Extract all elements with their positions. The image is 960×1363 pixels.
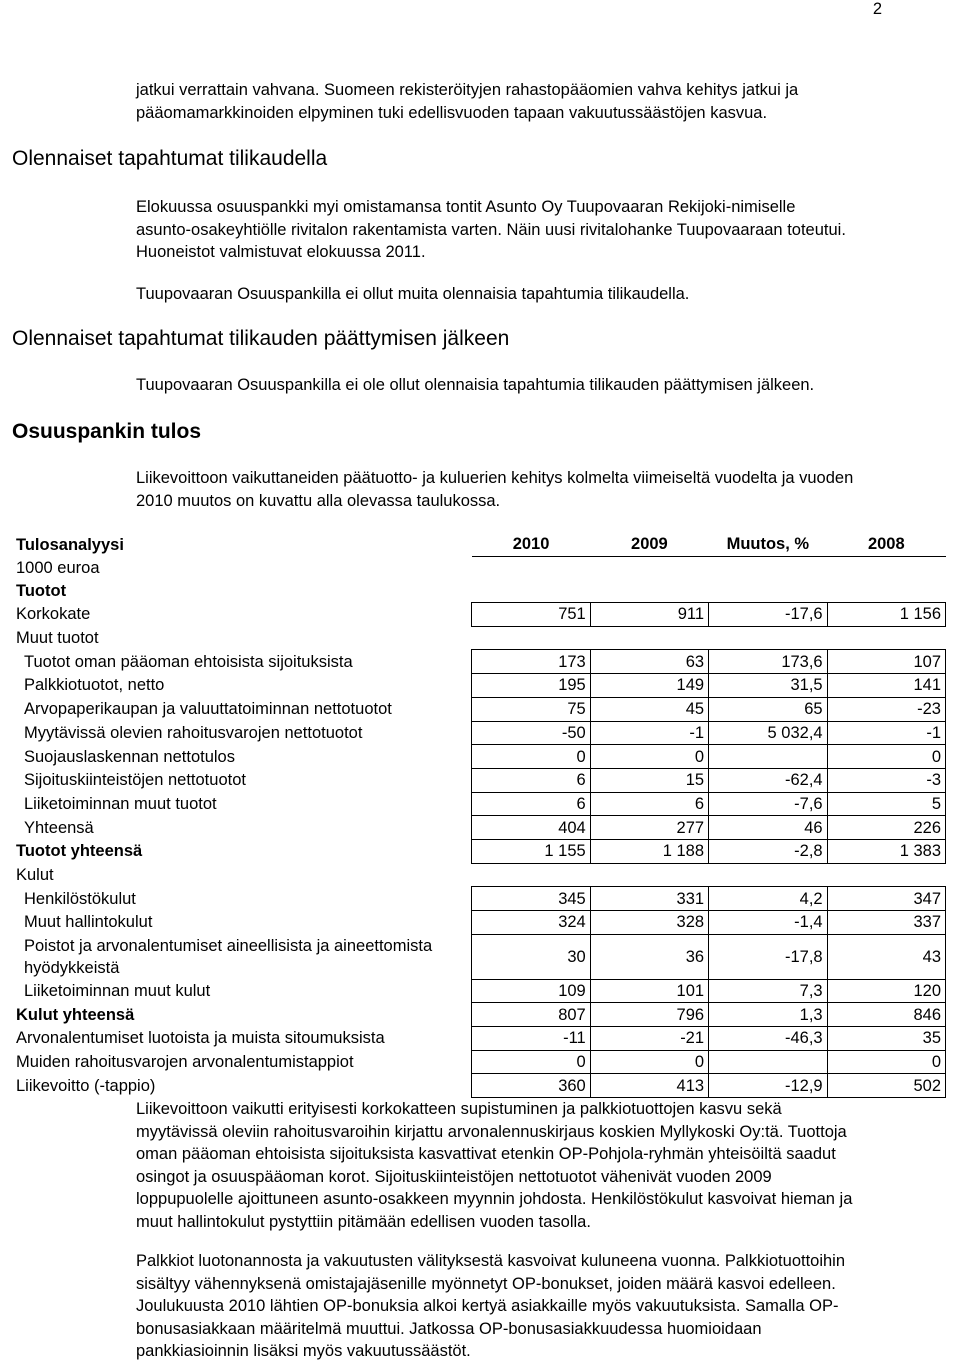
- text-line: muut hallintokulut pystyttiin pitämään edellisen vuoden tasolla.: [136, 1212, 591, 1231]
- row-value: -12,9: [709, 1074, 828, 1098]
- text-line: bonusasiakkaan määritelmä muuttui. Jatkossa OP-bonusasiakkuudessa huomioidaan: [136, 1319, 762, 1338]
- table-header-row: [12, 533, 946, 556]
- unit-label: 1000 euroa: [16, 558, 100, 577]
- column-header: Muutos, %: [709, 533, 828, 556]
- intro-paragraph: [136, 79, 956, 124]
- table-title: Tulosanalyysi: [16, 535, 124, 554]
- text-line: oman pääoman ehtoisista sijoituksista kasvattivat etenkin OP-Pohjola-ryhmän yhteisöiltä saadut: [136, 1145, 836, 1163]
- table-row: [12, 626, 946, 650]
- row-value: 30: [472, 934, 590, 979]
- row-value: 5 032,4: [709, 721, 828, 745]
- row-value: -46,3: [709, 1027, 828, 1051]
- row-label: Liiketoiminnan muut kulut: [24, 982, 211, 1001]
- text-line: asunto-osakeyhtiölle rivitalon rakentamista varten. Näin uusi rivitalohanke Tuupovaaraan toteutui.: [136, 220, 846, 239]
- text-line: jatkui verrattain vahvana. Suomeen rekisteröityjen rahastopääomien vahva kehitys jatkui ja: [136, 81, 799, 99]
- row-label: Suojauslaskennan nettotulos: [24, 747, 235, 766]
- row-value: 43: [827, 934, 945, 979]
- row-value: 7,3: [709, 979, 828, 1003]
- section-heading-subsequent-events: Olennaiset tapahtumat tilikauden päättymisen jälkeen: [12, 327, 510, 350]
- row-value: -1,4: [709, 911, 828, 935]
- row-value: 6: [590, 792, 708, 816]
- row-value: 324: [472, 911, 590, 935]
- row-value: 0: [827, 1050, 945, 1074]
- row-value: 173: [472, 650, 590, 674]
- empty-cell: [709, 863, 828, 887]
- table-row: [12, 934, 946, 979]
- row-label: Tuotot: [16, 581, 67, 600]
- row-value: 63: [590, 650, 708, 674]
- row-value: 347: [827, 887, 945, 911]
- income-analysis-table: [12, 533, 946, 1098]
- table-row: [12, 816, 946, 840]
- row-label: Tuotot yhteensä: [16, 842, 143, 861]
- text-line: myytävissä oleviin rahoitusvaroihin kirjattu arvonalennuskirjaus koskien Myllykoski Oy:tä. Tuottoja: [136, 1122, 847, 1141]
- row-value: 5: [827, 792, 945, 816]
- row-value: 6: [472, 768, 590, 792]
- row-value: 65: [709, 697, 828, 721]
- row-value: -17,8: [709, 934, 828, 979]
- empty-cell: [472, 626, 590, 650]
- table-row: [12, 603, 946, 627]
- table-row: [12, 674, 946, 698]
- row-label: Arvopaperikaupan ja valuuttatoiminnan nettotuotot: [24, 700, 392, 719]
- row-label: Liikevoitto (-tappio): [16, 1076, 156, 1095]
- row-value: 345: [472, 887, 590, 911]
- row-value: 4,2: [709, 887, 828, 911]
- column-header: 2010: [472, 533, 590, 556]
- row-value: -7,6: [709, 792, 828, 816]
- row-value: 46: [709, 816, 828, 840]
- row-value: -21: [590, 1027, 708, 1051]
- table-row: [12, 650, 946, 674]
- row-value: 1 156: [827, 603, 945, 627]
- row-label: Tuotot oman pääoman ehtoisista sijoituksista: [24, 652, 353, 671]
- row-value: 404: [472, 816, 590, 840]
- row-value: 911: [590, 603, 708, 627]
- table-row: [12, 911, 946, 935]
- row-label: Myytävissä olevien rahoitusvarojen nettotuotot: [24, 723, 363, 742]
- row-value: 195: [472, 674, 590, 698]
- text-line: pääomamarkkinoiden elpyminen tuki edellisvuoden tapaan vakuutussäästöjen kasvua.: [136, 103, 768, 122]
- analysis-paragraph-1: [136, 1098, 956, 1233]
- row-label: Kulut yhteensä: [16, 1005, 135, 1024]
- row-value: 277: [590, 816, 708, 840]
- row-value: 1 155: [472, 839, 590, 863]
- empty-cell: [827, 579, 945, 602]
- text-line: Palkkiot luotonannosta ja vakuutusten välityksestä kasvoivat kuluneena vuonna. Palkkiotuottoihin: [136, 1252, 846, 1270]
- row-value: 1 188: [590, 839, 708, 863]
- row-value: -3: [827, 768, 945, 792]
- result-paragraph: [136, 467, 956, 512]
- table-row: [12, 768, 946, 792]
- row-value: [709, 1050, 828, 1074]
- text-line: Elokuussa osuuspankki myi omistamansa tontit Asunto Oy Tuupovaaran Rekijoki-nimiselle: [136, 198, 796, 216]
- row-value: 35: [827, 1027, 945, 1051]
- row-value: 31,5: [709, 674, 828, 698]
- row-value: -50: [472, 721, 590, 745]
- section-heading-events: Olennaiset tapahtumat tilikaudella: [12, 147, 328, 170]
- row-value: 6: [472, 792, 590, 816]
- events-paragraph: [136, 196, 956, 264]
- text-line: Joulukuusta 2010 lähtien OP-bonuksia alkoi kertyä asiakkaille myös vakuutuksista. Samalla OP-: [136, 1297, 839, 1315]
- row-value: 0: [472, 1050, 590, 1074]
- table-row: [12, 863, 946, 887]
- row-label: Sijoituskiinteistöjen nettotuotot: [24, 771, 246, 790]
- row-value: [709, 745, 828, 769]
- text-line: Huoneistot valmistuvat elokuussa 2011.: [136, 243, 426, 261]
- page-number: 2: [872, 0, 882, 18]
- column-header: 2008: [827, 533, 945, 556]
- row-value: 120: [827, 979, 945, 1003]
- row-value: 36: [590, 934, 708, 979]
- row-value: -1: [590, 721, 708, 745]
- row-value: 109: [472, 979, 590, 1003]
- row-value: 0: [590, 745, 708, 769]
- row-value: 226: [827, 816, 945, 840]
- row-value: 413: [590, 1074, 708, 1098]
- row-value: 0: [827, 745, 945, 769]
- unit-row: [12, 556, 946, 579]
- row-label: Korkokate: [16, 605, 91, 624]
- row-value: 846: [827, 1003, 945, 1027]
- row-value: -62,4: [709, 768, 828, 792]
- subsequent-events-paragraph: Tuupovaaran Osuuspankilla ei ole ollut olennaisia tapahtumia tilikauden päättymisen jälkeen.: [136, 376, 815, 394]
- row-value: -11: [472, 1027, 590, 1051]
- table-row: [12, 839, 946, 863]
- row-value: 328: [590, 911, 708, 935]
- table-row: [12, 979, 946, 1003]
- empty-cell: [827, 863, 945, 887]
- column-header: 2009: [590, 533, 708, 556]
- table-row: [12, 887, 946, 911]
- empty-cell: [590, 579, 708, 602]
- row-value: -23: [827, 697, 945, 721]
- row-value: -2,8: [709, 839, 828, 863]
- row-label: Palkkiotuotot, netto: [24, 676, 165, 695]
- table-row: [12, 1003, 946, 1027]
- row-label: Kulut: [16, 865, 54, 884]
- events-paragraph-2: Tuupovaaran Osuuspankilla ei ollut muita olennaisia tapahtumia tilikaudella.: [136, 285, 690, 303]
- row-value: 502: [827, 1074, 945, 1098]
- row-label: Liiketoiminnan muut tuotot: [24, 794, 217, 813]
- row-label: Henkilöstökulut: [24, 889, 136, 908]
- table-row: [12, 721, 946, 745]
- empty-cell: [827, 626, 945, 650]
- row-label: Muut tuotot: [16, 629, 99, 648]
- row-label: Muut hallintokulut: [24, 913, 153, 932]
- empty-cell: [709, 579, 828, 602]
- text-line: sisältyy vähennyksenä omistajajäsenille myönnetyt OP-bonukset, joiden määrä kasvoi edelleen.: [136, 1274, 836, 1293]
- table-row: [12, 697, 946, 721]
- text-line: 2010 muutos on kuvattu alla olevassa taulukossa.: [136, 491, 501, 510]
- row-value: -1: [827, 721, 945, 745]
- text-line: pankkiasioinnin lisäksi myös vakuutussäästöt.: [136, 1342, 471, 1360]
- row-value: 331: [590, 887, 708, 911]
- row-value: 0: [472, 745, 590, 769]
- row-value: 101: [590, 979, 708, 1003]
- row-label: Poistot ja arvonalentumiset aineellisista ja aineettomista hyödykkeistä: [24, 936, 433, 977]
- table-row: [12, 1027, 946, 1051]
- row-value: 173,6: [709, 650, 828, 674]
- empty-cell: [590, 626, 708, 650]
- row-value: 1 383: [827, 839, 945, 863]
- text-line: osingot ja osuuspääoman korot. Sijoituskiinteistöjen nettotuotot vähenivät vuoden 2009: [136, 1167, 772, 1186]
- row-value: 141: [827, 674, 945, 698]
- text-line: loppupuolelle ajoittuneen asunto-osakkeen myynnin johdosta. Henkilöstökulut kasvoivat hieman ja: [136, 1190, 853, 1208]
- row-value: 751: [472, 603, 590, 627]
- row-value: 1,3: [709, 1003, 828, 1027]
- empty-cell: [472, 863, 590, 887]
- table-row: [12, 745, 946, 769]
- text-line: Liikevoittoon vaikutti erityisesti korkokatteen supistuminen ja palkkiotuottojen kasvu sekä: [136, 1100, 782, 1118]
- row-label: Yhteensä: [24, 818, 94, 837]
- empty-cell: [590, 863, 708, 887]
- row-value: 149: [590, 674, 708, 698]
- row-value: 337: [827, 911, 945, 935]
- table-row: [12, 1074, 946, 1098]
- row-value: -17,6: [709, 603, 828, 627]
- analysis-paragraph-2: [136, 1250, 956, 1363]
- table-row: [12, 792, 946, 816]
- row-label: Arvonalentumiset luotoista ja muista sitoumuksista: [16, 1029, 385, 1048]
- row-value: 45: [590, 697, 708, 721]
- row-value: 0: [590, 1050, 708, 1074]
- section-heading-result: Osuuspankin tulos: [12, 420, 202, 443]
- table-row: [12, 1050, 946, 1074]
- row-value: 107: [827, 650, 945, 674]
- empty-cell: [709, 626, 828, 650]
- row-value: 75: [472, 697, 590, 721]
- text-line: Liikevoittoon vaikuttaneiden päätuotto- ja kuluerien kehitys kolmelta viimeiseltä vuodelta ja vuoden: [136, 469, 854, 487]
- row-label: Muiden rahoitusvarojen arvonalentumistappiot: [16, 1053, 354, 1072]
- row-value: 15: [590, 768, 708, 792]
- row-value: 796: [590, 1003, 708, 1027]
- table-row: [12, 579, 946, 602]
- row-value: 807: [472, 1003, 590, 1027]
- row-value: 360: [472, 1074, 590, 1098]
- empty-cell: [472, 579, 590, 602]
